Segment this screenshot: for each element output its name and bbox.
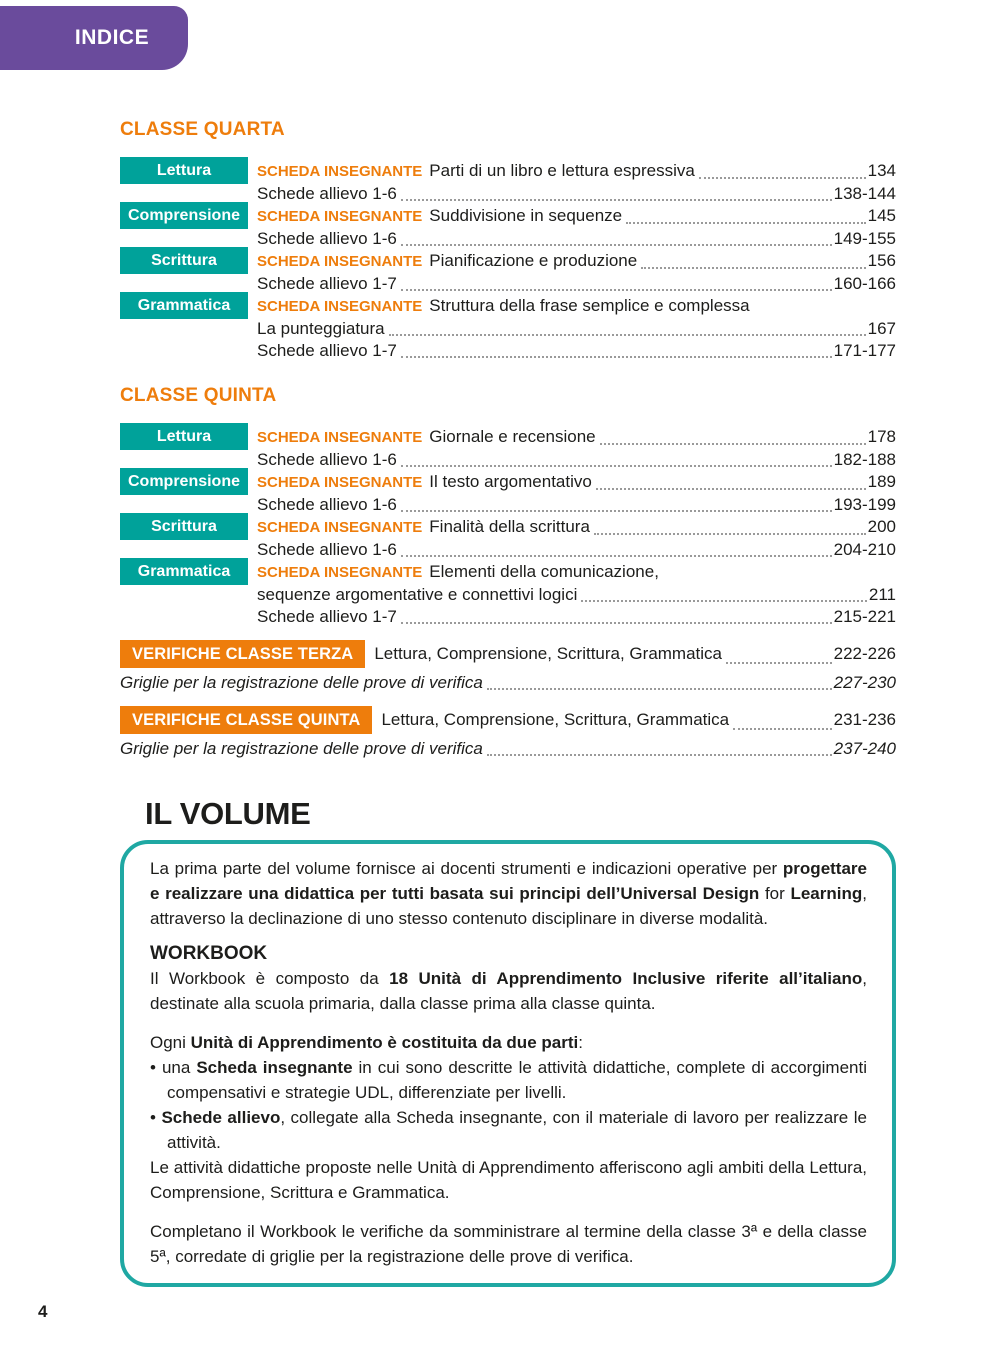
toc-line-text: Schede allievo 1-7 [257,607,397,626]
dot-leader [726,662,832,664]
volume-paragraph [150,1105,867,1155]
toc-line [257,561,896,584]
category-badge: Lettura [120,157,248,184]
verifiche-row [120,640,896,668]
dot-leader [401,244,832,246]
text-segment: Completano il Workbook le verifiche da somministrare al termine della classe 3ª e della classe 5ª, corredate di griglie per la registrazione delle prove di verifica. [150,1222,867,1266]
verifiche-block [120,706,896,760]
toc-page-ref: 138-144 [833,184,896,203]
dot-leader [594,533,866,535]
entry-lines [257,205,896,250]
entry-lines [257,561,896,628]
toc-line [257,449,896,471]
category-badge-column [120,426,248,471]
toc-page-ref: 231-236 [833,710,896,729]
text-segment: for [759,884,791,903]
dot-leader [401,465,832,467]
griglie-row [120,672,896,694]
section-entries [120,426,896,628]
toc-line-text: Schede allievo 1-7 [257,341,397,360]
toc-page-ref: 160-166 [833,274,896,293]
category-badge: Grammatica [120,558,248,585]
toc-page-ref: 171-177 [833,341,896,360]
volume-paragraph [150,856,867,931]
category-badge-column [120,295,248,362]
toc-page-ref: 145 [867,206,896,225]
bold-text-segment: Schede allievo [161,1108,281,1127]
toc-page-ref: 222-226 [833,644,896,663]
toc-page-ref: 178 [867,427,896,446]
toc-page-ref: 227-230 [833,673,896,692]
dot-leader [389,334,866,336]
entry-lines [257,160,896,205]
toc-line-text: Struttura della frase semplice e complessa [429,296,750,315]
bold-text-segment: 18 Unità di Apprendimento Inclusive riferite all’italiano [389,969,863,988]
toc-page-ref: 167 [867,319,896,338]
volume-title: IL VOLUME [145,796,311,831]
griglie-line-text: Griglie per la registrazione delle prove di verifica [120,739,483,758]
toc-section [120,120,896,362]
toc-line-text: La punteggiatura [257,319,385,338]
toc-entry [120,426,896,471]
toc-page-ref: 134 [867,161,896,180]
toc-line-text: Giornale e recensione [429,427,596,446]
category-badge-column [120,250,248,295]
category-badge: Scrittura [120,247,248,274]
toc-line [257,494,896,516]
text-segment: Le attività didattiche proposte nelle Unità di Apprendimento afferiscono agli ambiti della Lettura, Comprensione, Scrittura e Grammatica. [150,1158,867,1202]
toc-page-ref: 237-240 [833,739,896,758]
toc-line [257,183,896,205]
bold-text-segment: progettare e realizzare una didattica per tutti basata sui principi dell’Universal Design [150,859,867,903]
griglie-line-text: Griglie per la registrazione delle prove di verifica [120,673,483,692]
griglie-row [120,738,896,760]
toc-page-ref: 156 [867,251,896,270]
section-title: CLASSE QUINTA [120,385,277,406]
dot-leader [641,267,865,269]
toc-entry [120,160,896,205]
scheda-insegnante-label: SCHEDA INSEGNANTE [257,429,423,446]
toc-line-text: Schede allievo 1-6 [257,229,397,248]
toc-page-ref: 193-199 [833,495,896,514]
dot-leader [733,728,831,730]
toc-line [257,205,896,228]
category-badge: Comprensione [120,202,248,229]
dot-leader [401,510,832,512]
text-segment: una [161,1058,197,1077]
dot-leader [626,222,866,224]
toc-entry [120,516,896,561]
entry-lines [257,426,896,471]
toc-section [120,386,896,628]
toc-line [257,228,896,250]
verifiche-line-text: Lettura, Comprensione, Scrittura, Grammatica [381,710,730,729]
entry-lines [257,250,896,295]
entry-lines [257,295,896,362]
toc-line-text: Finalità della scrittura [429,517,590,536]
volume-paragraph [150,1030,867,1055]
indice-label: INDICE [74,26,150,49]
bullet-marker: • [150,1058,162,1077]
verifiche-line-text: Lettura, Comprensione, Scrittura, Grammatica [374,644,722,663]
text-segment: Il Workbook è composto da [150,969,390,988]
scheda-insegnante-label: SCHEDA INSEGNANTE [257,519,423,536]
dot-leader [596,488,866,490]
verifiche-badge: VERIFICHE CLASSE QUINTA [120,706,372,734]
toc-page-ref: 215-221 [833,607,896,626]
category-badge-column [120,205,248,250]
toc-entry [120,295,896,362]
scheda-insegnante-label: SCHEDA INSEGNANTE [257,474,423,491]
dot-leader [600,443,866,445]
toc-sections [120,120,896,628]
toc-line [257,539,896,561]
volume-paragraph [150,1219,867,1269]
verifiche-badge: VERIFICHE CLASSE TERZA [120,640,365,668]
bold-text-segment: Scheda insegnante [196,1058,353,1077]
dot-leader [401,622,832,624]
text-segment: La prima parte del volume fornisce ai docenti strumenti e indicazioni operative per [150,859,783,878]
toc-line [257,584,896,606]
scheda-insegnante-label: SCHEDA INSEGNANTE [257,298,423,315]
text-segment: : [578,1033,583,1052]
dot-leader [487,754,832,756]
toc-line-text: Schede allievo 1-7 [257,274,397,293]
verifiche-row [120,706,896,734]
scheda-insegnante-label: SCHEDA INSEGNANTE [257,163,423,180]
toc-page-ref: 189 [867,472,896,491]
bold-text-segment: Learning [790,884,863,903]
entry-lines [257,471,896,516]
toc-line [257,160,896,183]
toc-line-text: Parti di un libro e lettura espressiva [429,161,695,180]
text-segment: , collegate alla Scheda insegnante, con il materiale di lavoro per realizzare le attività. [167,1108,867,1152]
toc-page-ref: 149-155 [833,229,896,248]
section-entries [120,160,896,362]
category-badge-column [120,561,248,628]
toc-line [257,273,896,295]
toc-line-text: Schede allievo 1-6 [257,495,397,514]
bullet-marker: • [150,1108,162,1127]
toc-line-text: Schede allievo 1-6 [257,184,397,203]
section-title: CLASSE QUARTA [120,119,285,140]
verifiche-list [120,640,896,760]
category-badge-column [120,160,248,205]
toc-line [257,250,896,273]
toc-entry [120,471,896,516]
dot-leader [487,688,832,690]
toc-line [257,426,896,449]
verifiche-block [120,640,896,694]
category-badge-column [120,471,248,516]
scheda-insegnante-label: SCHEDA INSEGNANTE [257,208,423,225]
dot-leader [699,177,866,179]
scheda-insegnante-label: SCHEDA INSEGNANTE [257,253,423,270]
toc-page-ref: 211 [868,585,896,604]
toc-line [257,340,896,362]
dot-leader [401,289,832,291]
toc-line [257,318,896,340]
toc-line [257,606,896,628]
text-segment: , destinate alla scuola primaria, dalla classe prima alla classe quinta. [150,969,867,1013]
text-segment: in cui sono descritte le attività didattiche, complete di accorgimenti compensativi e strategie UDL, differenziate per livelli. [167,1058,867,1102]
scheda-insegnante-label: SCHEDA INSEGNANTE [257,564,423,581]
page-number: 4 [38,1302,48,1321]
category-badge: Lettura [120,423,248,450]
entry-lines [257,516,896,561]
page-content [120,0,896,1287]
toc-line-text: sequenze argomentative e connettivi logici [257,585,578,604]
dot-leader [581,600,867,602]
category-badge: Grammatica [120,292,248,319]
volume-paragraph [150,1155,867,1205]
category-badge-column [120,516,248,561]
category-badge: Scrittura [120,513,248,540]
category-badge: Comprensione [120,468,248,495]
toc-page-ref: 200 [867,517,896,536]
toc-page-ref: 182-188 [833,450,896,469]
toc-line-text: Suddivisione in sequenze [429,206,623,225]
toc-entry [120,250,896,295]
volume-paragraph [150,1055,867,1105]
toc-line-text: Schede allievo 1-6 [257,450,397,469]
toc-page-ref: 204-210 [833,540,896,559]
toc-line-text: Elementi della comunicazione, [429,562,659,581]
dot-leader [401,199,832,201]
volume-description-box [120,840,896,1287]
toc-line-text: Pianificazione e produzione [429,251,638,270]
toc-line-text: Schede allievo 1-6 [257,540,397,559]
workbook-heading: WORKBOOK [150,943,268,964]
bold-text-segment: Unità di Apprendimento è costituita da due parti [190,1033,579,1052]
toc-line [257,471,896,494]
text-segment: , attraverso la declinazione di uno stesso contenuto disciplinare in diverse modalità. [150,884,867,928]
toc-entry [120,205,896,250]
toc-entry [120,561,896,628]
dot-leader [401,555,832,557]
volume-paragraph [150,966,867,1016]
toc-line [257,295,896,318]
toc-line [257,516,896,539]
dot-leader [401,356,832,358]
text-segment: Ogni [150,1033,191,1052]
toc-line-text: Il testo argomentativo [429,472,592,491]
